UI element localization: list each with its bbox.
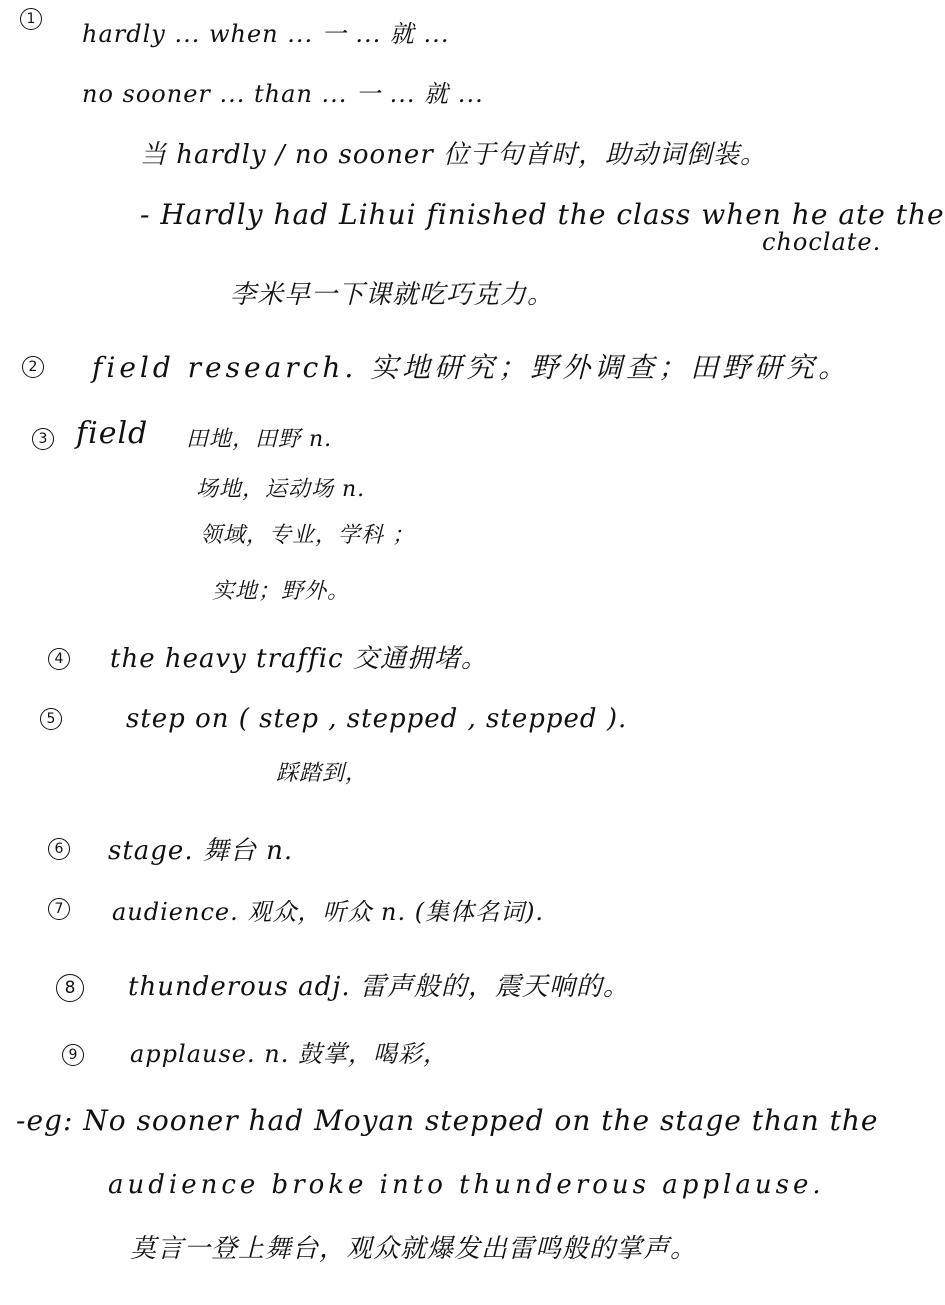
item3-def4: 实地；野外。 [212, 579, 351, 604]
item2-text: field research. 实地研究；野外调查；田野研究。 [92, 351, 851, 384]
item9-text: applause. n. 鼓掌，喝彩， [130, 1040, 448, 1068]
item8-text: thunderous adj. 雷声般的，震天响的。 [128, 972, 630, 1002]
item-number-4: 4 [48, 648, 70, 670]
example-line3: 莫言一登上舞台，观众就爆发出雷鸣般的掌声。 [130, 1234, 698, 1264]
item6-text: stage. 舞台 n. [108, 836, 294, 866]
item-number-6: 6 [48, 838, 70, 860]
item-number-8: 8 [56, 974, 84, 1002]
item3-word: field [76, 416, 149, 451]
item1-line1: hardly ... when ... 一 ... 就 ... [82, 20, 450, 48]
item-number-3: 3 [32, 428, 54, 450]
item7-text: audience. 观众，听众 n. (集体名词). [112, 898, 545, 926]
item4-text: the heavy traffic 交通拥堵。 [110, 644, 488, 674]
item3-def1: 田地，田野 n. [186, 427, 333, 452]
item-number-7: 7 [48, 898, 70, 920]
item5-def: 踩踏到， [276, 761, 369, 786]
item3-def2: 场地，运动场 n. [196, 477, 366, 502]
item1-example-b: choclate. [762, 228, 882, 256]
item-number-5: 5 [40, 708, 62, 730]
item1-example-a: - Hardly had Lihui finished the class when he ate the [140, 198, 945, 231]
item5-text: step on ( step , stepped , stepped ). [126, 704, 628, 734]
item1-rule: 当 hardly / no sooner 位于句首时，助动词倒装。 [140, 140, 768, 170]
item-number-2: 2 [22, 356, 44, 378]
item-number-1: 1 [20, 8, 42, 30]
item1-translation: 李米早一下课就吃巧克力。 [230, 280, 555, 310]
example-line2: audience broke into thunderous applause. [108, 1170, 825, 1200]
item1-line2: no sooner ... than ... 一 ... 就 ... [82, 80, 484, 108]
item-number-9: 9 [62, 1044, 84, 1066]
item3-def3: 领域，专业，学科 ； [200, 523, 415, 548]
example-line1: -eg: No sooner had Moyan stepped on the stage than the [16, 1104, 879, 1137]
